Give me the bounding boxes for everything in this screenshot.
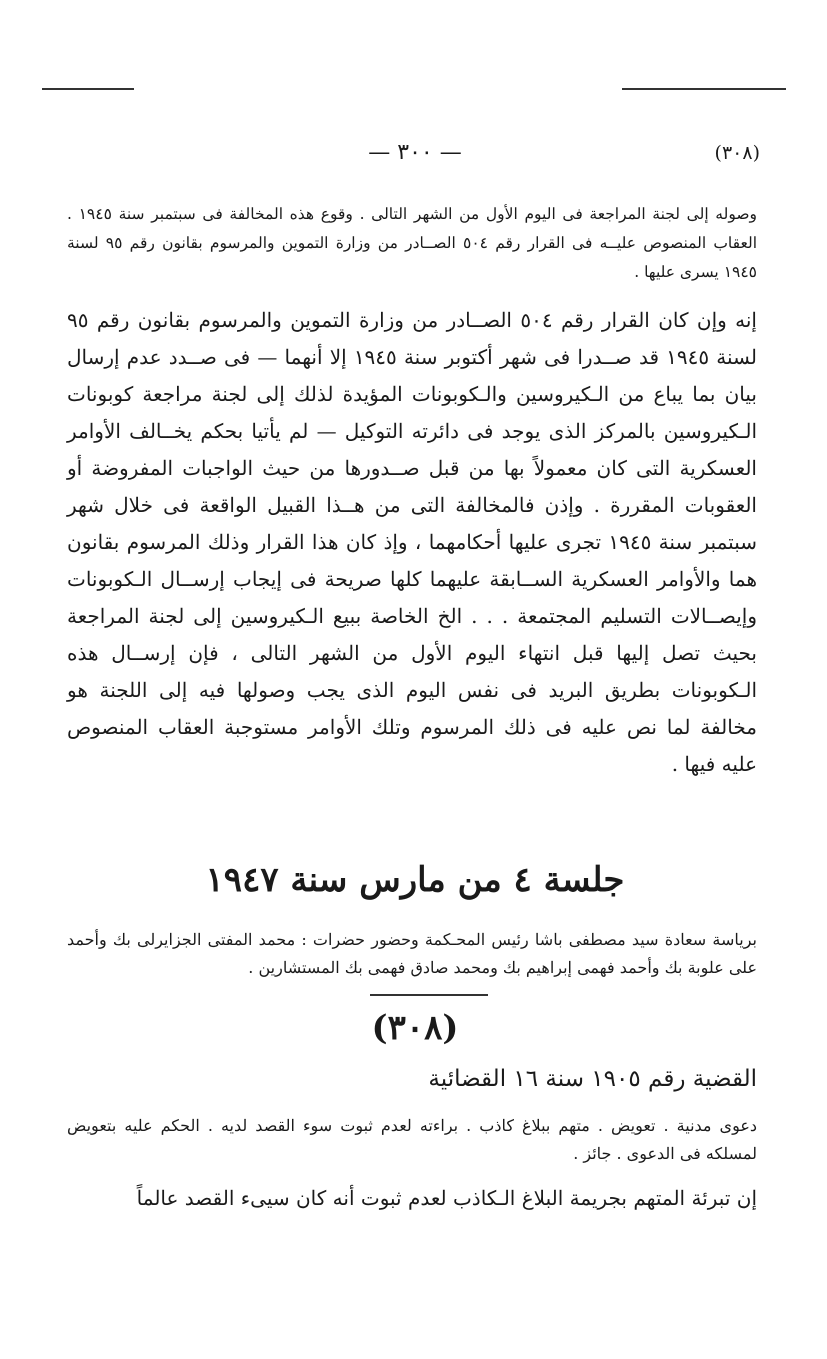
presidency-note: برياسة سعادة سيد مصطفى باشا رئيس المحـكمة وحضور حضرات : محمد المفتى الجزايرلى بك وأحمد على علوبة بك وأحمد فهمى إبراهيم بك ومحمد صادق فهمى بك المستشارين .: [67, 930, 757, 977]
case-number: (٣٠٨): [371, 1008, 459, 1048]
case-reference: (٣٠٨): [714, 142, 760, 164]
previous-case-summary: وصوله إلى لجنة المراجعة فى اليوم الأول من الشهر التالى . وقوع هذه المخالفة فى سبتمبر سنة ١٩٤٥ . العقاب المنصوص عليــه فى القرار رقم ٥٠٤ الصــادر من وزارة التموين والمرسوم بقانون رقم ٩٥ لسنة ١٩٤٥ يسرى عليها .: [67, 205, 758, 281]
page-header: [70, 142, 760, 172]
case-keywords: دعوى مدنية . تعويض . متهم ببلاغ كاذب . براءته لعدم ثبوت سوء القصد لديه . الحكم عليه بتعويض لمسلكه فى الدعوى . جائز .: [67, 1116, 757, 1163]
ruling-paragraph: إنه وإن كان القرار رقم ٥٠٤ الصــادر من وزارة التموين والمرسوم بقانون رقم ٩٥ لسنة ١٩٤٥ قد صــدرا فى شهر أكتوبر سنة ١٩٤٥ إلا أنهما — فى صــدد عدم إرسال بيان بما يباع من الـكيروسين والـكوبونات المؤيدة لذلك إلى لجنة مراجعة كوبونات الـكيروسين بالمركز الذى يوجد فى دائرته التوكيل — لم يأتيا بحكم يخــالف الأوامر العسكرية التى كان معمولاً بها من قبل صــدورها من حيث الواجبات المفروضة أو العقوبات المقررة . وإذن فالمخالفة التى من هــذا القبيل الواقعة فى خلال شهر سبتمبر سنة ١٩٤٥ تجرى عليها أحكامهما ، وإذ كان هذا القرار وذلك المرسوم بقانون هما والأوامر العسكرية الســابقة عليهما كلها صريحة فى إيجاب إرســال الـكوبونات وإيصــالات التسليم المجتمعة . . . الخ الخاصة ببيع الـكيروسين إلى لجنة المراجعة بحيث تصل إليها قبل انتهاء اليوم الأول من الشهر التالى ، فإن إرســال هذه الـكوبونات بطريق البريد فى نفس اليوم الذى يجب وصولها فيه إلى اللجنة هو مخالفة لما نص عليه فى ذلك المرسوم وتلك الأوامر مستوجبة العقاب المنصوص عليه فيها .: [67, 308, 757, 776]
ruling-paragraph-2: إن تبرئة المتهم بجريمة البلاغ الـكاذب لعدم ثبوت أنه كان سيىء القصد عالماً: [136, 1186, 757, 1210]
page-number: — ٣٠٠ —: [368, 140, 462, 165]
case-title: القضية رقم ١٩٠٥ سنة ١٦ القضائية: [428, 1066, 757, 1092]
top-rule-left: [42, 88, 134, 90]
session-title: جلسة ٤ من مارس سنة ١٩٤٧: [205, 860, 625, 900]
top-rule-right: [622, 88, 786, 90]
separator-line: [370, 994, 488, 996]
